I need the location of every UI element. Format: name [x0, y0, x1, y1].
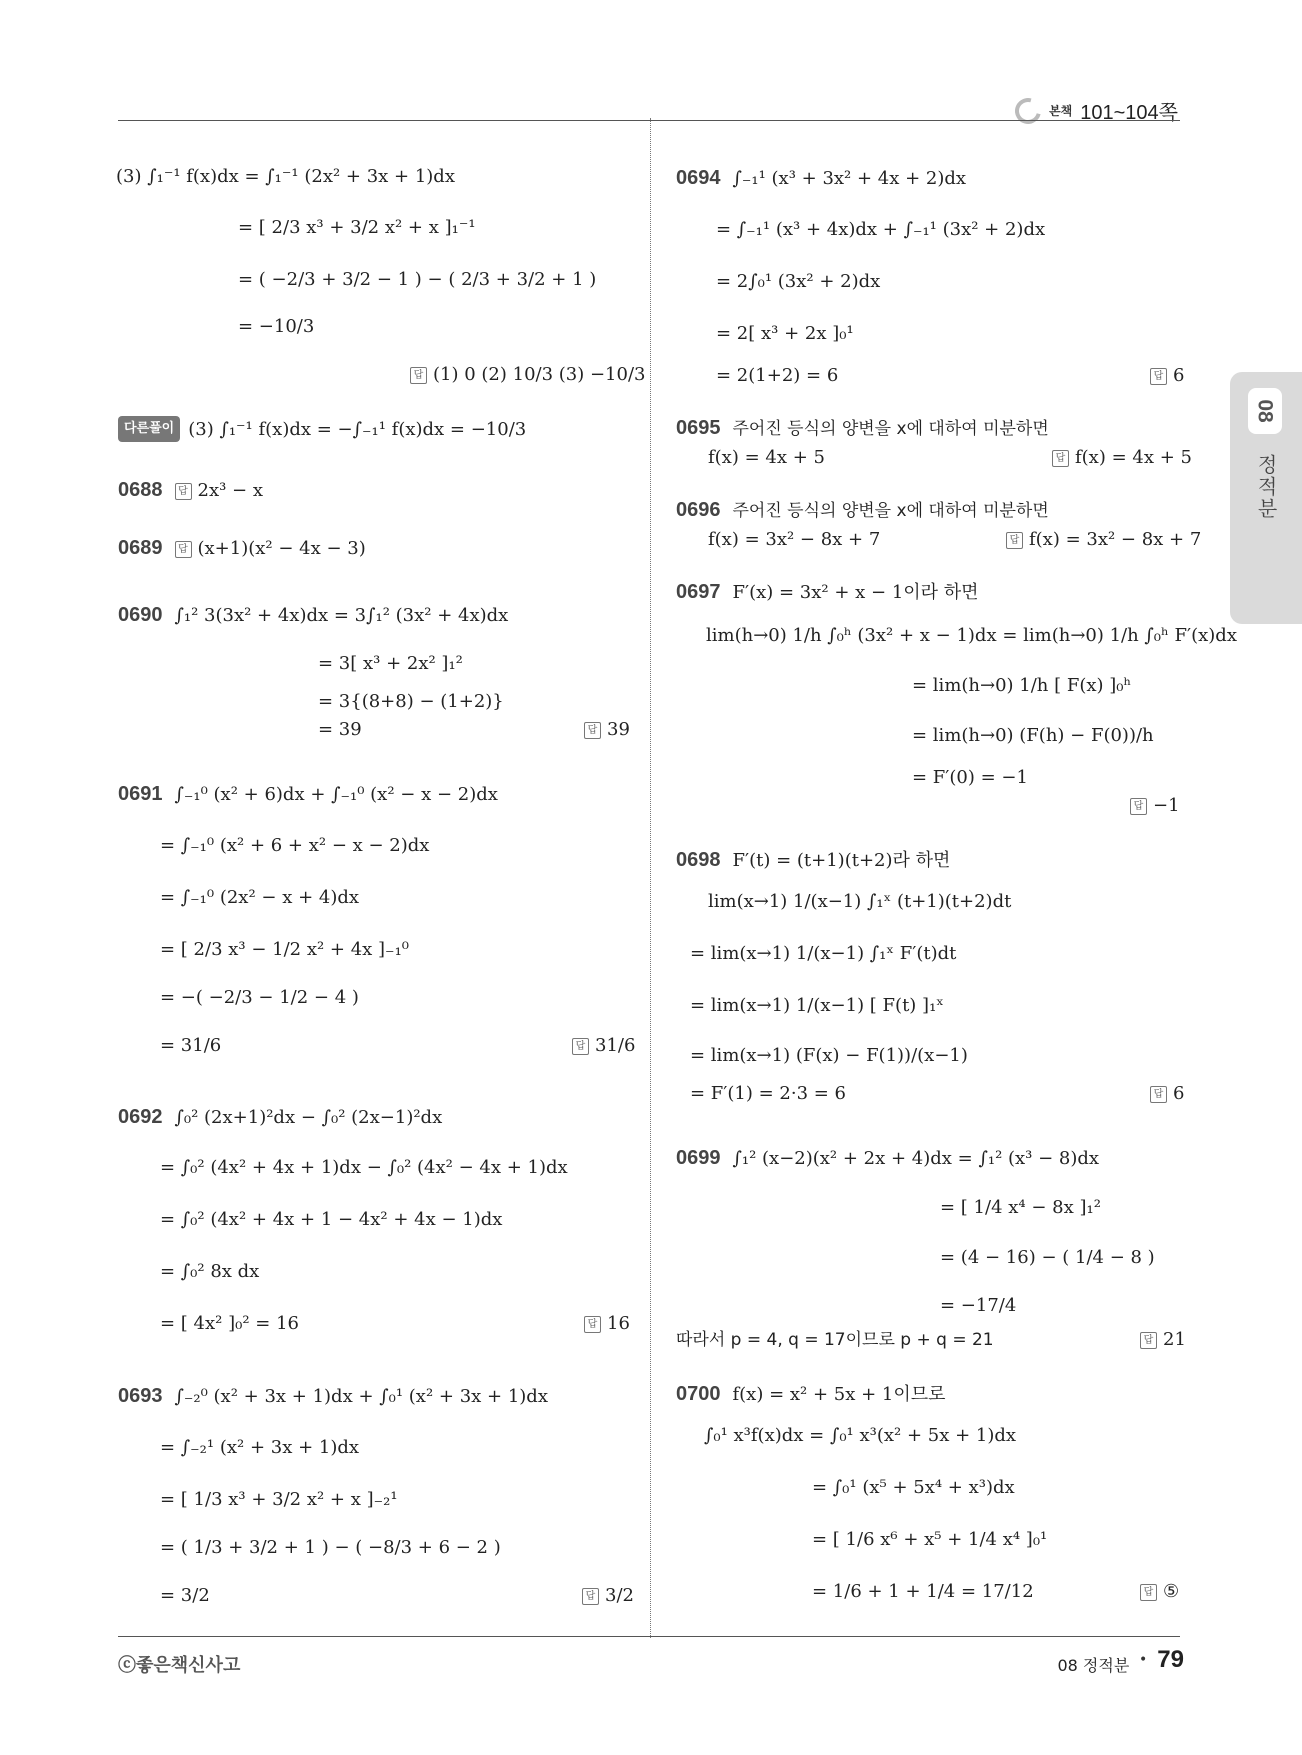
solution-line: = lim(h→0) 1/h [ F(x) ]₀ʰ	[912, 675, 1132, 696]
answer-label: 답 f(x) = 3x² − 8x + 7	[1006, 528, 1201, 552]
solution-line: = ∫₀² (4x² + 4x + 1 − 4x² + 4x − 1)dx	[160, 1209, 503, 1230]
problem-0695: 0695 주어진 등식의 양변을 x에 대하여 미분하면	[676, 417, 1049, 439]
problem-0693: 0693 ∫₋₂⁰ (x² + 3x + 1)dx + ∫₀¹ (x² + 3x + 1)dx	[118, 1385, 548, 1407]
answer-label: 답 6	[1150, 364, 1184, 388]
footer-chapter: 08 정적분	[1057, 1656, 1130, 1675]
solution-line: lim(h→0) 1/h ∫₀ʰ (3x² + x − 1)dx = lim(h→0) 1/h ∫₀ʰ F′(x)dx	[706, 625, 1237, 646]
solution-line: = 2(1+2) = 6	[716, 365, 839, 386]
answer-label: 답 6	[1150, 1082, 1184, 1106]
solution-line: = (4 − 16) − ( 1/4 − 8 )	[940, 1247, 1155, 1268]
problem-0698: 0698 F′(t) = (t+1)(t+2)라 하면	[676, 849, 951, 871]
problem-0690: 0690 ∫₁² 3(3x² + 4x)dx = 3∫₁² (3x² + 4x)dx	[118, 604, 509, 626]
solution-line: = lim(x→1) 1/(x−1) [ F(t) ]₁ˣ	[690, 995, 944, 1016]
solution-line: = −( −2/3 − 1/2 − 4 )	[160, 987, 359, 1008]
problem-0694: 0694 ∫₋₁¹ (x³ + 3x² + 4x + 2)dx	[676, 167, 967, 189]
answer-icon: 답	[175, 541, 192, 558]
problem-0699: 0699 ∫₁² (x−2)(x² + 2x + 4)dx = ∫₁² (x³ − 8)dx	[676, 1147, 1100, 1169]
answer-icon: 답	[1006, 532, 1023, 549]
solution-line: = 3[ x³ + 2x² ]₁²	[318, 653, 463, 674]
alternative-solution: 다른풀이 (3) ∫₁⁻¹ f(x)dx = −∫₋₁¹ f(x)dx = −10/3	[118, 416, 526, 442]
answer-icon: 답	[1150, 1086, 1167, 1103]
problem-0691: 0691 ∫₋₁⁰ (x² + 6)dx + ∫₋₁⁰ (x² − x − 2)dx	[118, 783, 498, 805]
answer-label: 답 16	[584, 1312, 630, 1336]
footer-rule	[118, 1636, 1180, 1637]
answer-label: 답 31/6	[572, 1034, 635, 1058]
solution-line: f(x) = 3x² − 8x + 7	[708, 529, 881, 550]
answer-label: 답 f(x) = 4x + 5	[1052, 446, 1192, 470]
solution-line: = ∫₋₁¹ (x³ + 4x)dx + ∫₋₁¹ (3x² + 2)dx	[716, 219, 1046, 240]
answer-label: 답 39	[584, 718, 630, 742]
problem-number: 0689	[118, 537, 163, 559]
answer-icon: 답	[1052, 450, 1069, 467]
problem-0697: 0697 F′(x) = 3x² + x − 1이라 하면	[676, 581, 979, 603]
solution-line: = ∫₀¹ (x⁵ + 5x⁴ + x³)dx	[812, 1477, 1015, 1498]
solution-line: = 3/2	[160, 1585, 210, 1606]
solution-line: = ∫₋₁⁰ (x² + 6 + x² − x − 2)dx	[160, 835, 430, 856]
solution-line: = lim(h→0) (F(h) − F(0))/h	[912, 725, 1154, 746]
problem-0688: 0688 답 2x³ − x	[118, 479, 263, 501]
answer-icon: 답	[1140, 1332, 1157, 1349]
problem-number: 0691	[118, 783, 163, 805]
solution-line: = ∫₀² 8x dx	[160, 1261, 260, 1282]
problem-number: 0697	[676, 581, 721, 603]
solution-line: = ∫₋₂¹ (x² + 3x + 1)dx	[160, 1437, 360, 1458]
return-arrow-icon	[1010, 93, 1046, 129]
solution-line: = [ 1/6 x⁶ + x⁵ + 1/4 x⁴ ]₀¹	[812, 1529, 1048, 1550]
solution-line: = −10/3	[238, 316, 315, 337]
answer-icon: 답	[582, 1588, 599, 1605]
solution-line: lim(x→1) 1/(x−1) ∫₁ˣ (t+1)(t+2)dt	[708, 891, 1012, 912]
solution-line: = 39	[318, 719, 362, 740]
problem-number: 0692	[118, 1106, 163, 1128]
solution-line: = 3{(8+8) − (1+2)}	[318, 691, 504, 712]
answer-icon: 답	[1130, 798, 1147, 815]
solution-line: = 1/6 + 1 + 1/4 = 17/12	[812, 1581, 1034, 1602]
solution-line: = ( 1/3 + 3/2 + 1 ) − ( −8/3 + 6 − 2 )	[160, 1537, 501, 1558]
solution-line: = −17/4	[940, 1295, 1017, 1316]
problem-number: 0688	[118, 479, 163, 501]
solution-line: = 2[ x³ + 2x ]₀¹	[716, 323, 854, 344]
solution-line: ∫₀¹ x³f(x)dx = ∫₀¹ x³(x² + 5x + 1)dx	[704, 1425, 1017, 1446]
problem-number: 0693	[118, 1385, 163, 1407]
chapter-number: 08	[1248, 388, 1282, 434]
publisher-logo: ⓒ좋은책신사고	[118, 1655, 241, 1676]
answer-icon: 답	[175, 483, 192, 500]
answer-label: 답 3/2	[582, 1584, 634, 1608]
answer-icon: 답	[584, 722, 601, 739]
chapter-title: 정적분	[1254, 454, 1278, 520]
solution-line: = [ 2/3 x³ + 3/2 x² + x ]₁⁻¹	[238, 217, 476, 238]
solution-line: = [ 1/3 x³ + 3/2 x² + x ]₋₂¹	[160, 1489, 398, 1510]
solution-line: = ∫₀² (4x² + 4x + 1)dx − ∫₀² (4x² − 4x + 1)dx	[160, 1157, 568, 1178]
problem-number: 0700	[676, 1383, 721, 1405]
answer-icon: 답	[410, 367, 427, 384]
solution-line: f(x) = 4x + 5	[708, 447, 825, 468]
problem-number: 0698	[676, 849, 721, 871]
answer-icon: 답	[1150, 368, 1167, 385]
solution-line: = ( −2/3 + 3/2 − 1 ) − ( 2/3 + 3/2 + 1 )	[238, 269, 597, 290]
answer-icon: 답	[572, 1038, 589, 1055]
answer-label: 답 (1) 0 (2) 10/3 (3) −10/3	[410, 363, 645, 387]
header-rule	[118, 120, 1180, 121]
answer-label: 답 21	[1140, 1328, 1186, 1352]
problem-number: 0694	[676, 167, 721, 189]
solution-line: 따라서 p = 4, q = 17이므로 p + q = 21	[676, 1330, 994, 1350]
solution-line: = lim(x→1) (F(x) − F(1))/(x−1)	[690, 1045, 968, 1066]
problem-number: 0696	[676, 499, 721, 521]
solution-line: = 31/6	[160, 1035, 222, 1056]
solution-line: = [ 2/3 x³ − 1/2 x² + 4x ]₋₁⁰	[160, 939, 409, 960]
footer-separator-dot: •	[1139, 1652, 1148, 1668]
solution-line: = F′(1) = 2·3 = 6	[690, 1083, 847, 1104]
alt-solution-badge: 다른풀이	[118, 416, 180, 442]
problem-number: 0695	[676, 417, 721, 439]
page-range: 101~104쪽	[1080, 102, 1178, 124]
problem-0696: 0696 주어진 등식의 양변을 x에 대하여 미분하면	[676, 499, 1049, 521]
solution-line: = lim(x→1) 1/(x−1) ∫₁ˣ F′(t)dt	[690, 943, 957, 964]
solution-line: = [ 4x² ]₀² = 16	[160, 1313, 299, 1334]
chapter-side-tab[interactable]	[1230, 372, 1302, 624]
answer-label: 답 ⑤	[1140, 1580, 1179, 1604]
problem-0692: 0692 ∫₀² (2x+1)²dx − ∫₀² (2x−1)²dx	[118, 1106, 443, 1128]
problem-0689: 0689 답 (x+1)(x² − 4x − 3)	[118, 537, 366, 559]
page-number: 79	[1157, 1646, 1184, 1673]
book-label: 본책	[1049, 104, 1073, 118]
problem-number: 0690	[118, 604, 163, 626]
problem-0700: 0700 f(x) = x² + 5x + 1이므로	[676, 1383, 946, 1405]
solution-line: (3) ∫₁⁻¹ f(x)dx = ∫₁⁻¹ (2x² + 3x + 1)dx	[116, 166, 455, 187]
solution-line: = F′(0) = −1	[912, 767, 1028, 788]
answer-label: 답 −1	[1130, 794, 1180, 818]
answer-icon: 답	[584, 1316, 601, 1333]
answer-icon: 답	[1140, 1584, 1157, 1601]
solution-line: = ∫₋₁⁰ (2x² − x + 4)dx	[160, 887, 360, 908]
solution-line: = 2∫₀¹ (3x² + 2)dx	[716, 271, 881, 292]
solution-line: = [ 1/4 x⁴ − 8x ]₁²	[940, 1197, 1101, 1218]
problem-number: 0699	[676, 1147, 721, 1169]
column-divider	[650, 118, 651, 1638]
